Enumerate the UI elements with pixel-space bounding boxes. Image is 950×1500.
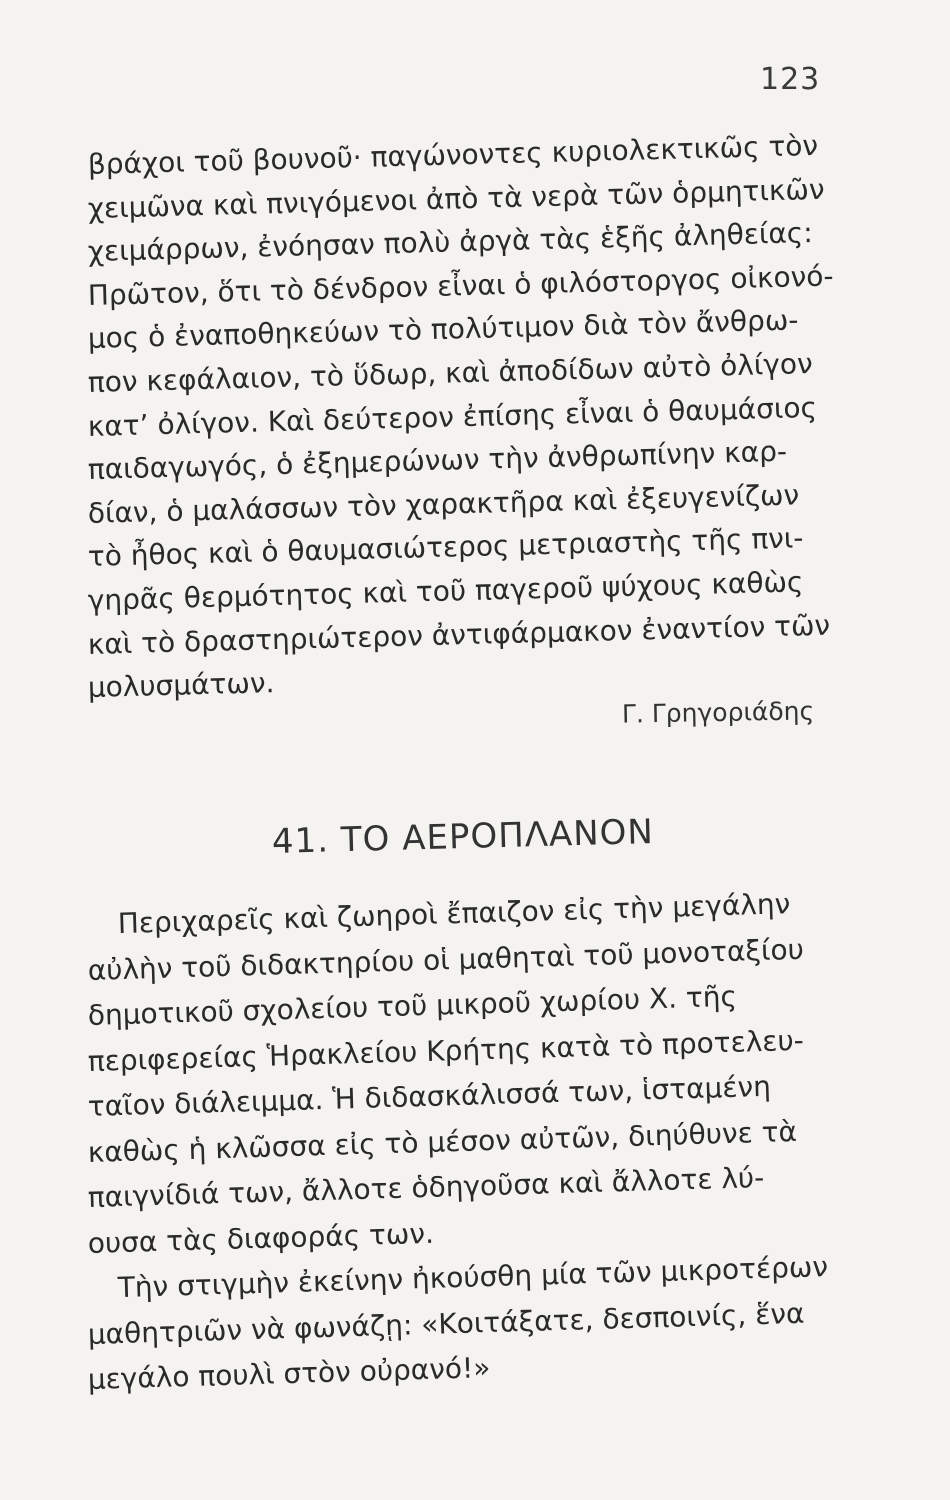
text-line: Πρῶτον, ὅτι τὸ δένδρον εἶναι ὁ φιλόστοργος οἰκονό- [87,259,834,312]
passage-trees [87,128,878,715]
text-line: καθὼς ἡ κλῶσσα εἰς τὸ μέσον αὐτῶν, διηύθυνε τὰ [87,1114,798,1169]
text-line: χειμῶνα καὶ πνιγόμενοι ἀπὸ τὰ νερὰ τῶν ὁρμητικῶν [87,172,825,225]
text-line: καὶ τὸ δραστηριώτερον ἀντιφάρμακον ἐναντίον τῶν [87,608,831,661]
text-line: χειμάρρων, ἐνόησαν πολὺ ἀργὰ τὰς ἑξῆς ἀληθείας: [87,216,814,269]
section-title: ΤΟ ΑΕΡΟΠΛΑΝΟΝ [340,812,655,861]
passage-airplane [87,887,878,1409]
text-line: παιδαγωγός, ὁ ἐξημερώνων τὴν ἀνθρωπίνην καρ- [87,434,788,487]
text-line: μεγάλο πουλὶ στὸν οὐρανό!» [87,1351,491,1396]
text-line: μαθητριῶν νὰ φωνάζῃ: «Κοιτάξατε, δεσποινίς, ἕνα [87,1296,805,1351]
text-line: πον κεφάλαιον, τὸ ὕδωρ, καὶ ἀποδίδων αὐτὸ ὀλίγον [87,346,814,399]
text-line: τὸ ἦθος καὶ ὁ θαυμασιώτερος μετριαστὴς τῆς πνι- [87,521,804,574]
author-signature: Γ. Γρηγοριάδης [621,696,815,729]
text-line: αὐλὴν τοῦ διδακτηρίου οἱ μαθηταὶ τοῦ μονοταξίου [87,932,805,987]
text-line: Τὴν στιγμὴν ἐκείνην ἠκούσθη μία τῶν μικροτέρων [117,1250,829,1305]
text-line: δημοτικοῦ σχολείου τοῦ μικροῦ χωρίου Χ. τῆς [87,979,738,1032]
text-line: μος ὁ ἐναποθηκεύων τὸ πολύτιμον διὰ τὸν ἄνθρω- [87,303,799,356]
text-line: μολυσμάτων. [87,666,275,705]
text-line: περιφερείας Ἡρακλείου Κρήτης κατὰ τὸ προτελευ- [87,1023,805,1078]
section-heading [271,812,654,862]
text-line: ταῖον διάλειμμα. Ἡ διδασκάλισσά των, ἱσταμένη [87,1069,772,1123]
page-number: 123 [760,62,821,97]
text-line: κατ’ ὀλίγον. Καὶ δεύτερον ἐπίσης εἶναι ὁ θαυμάσιος [87,390,818,443]
section-number: 41. [271,820,330,862]
text-line: ουσα τὰς διαφοράς των. [87,1216,435,1260]
text-line: βράχοι τοῦ βουνοῦ· παγώνοντες κυριολεκτικῶς τὸν [87,128,819,181]
text-line: δίαν, ὁ μαλάσσων τὸν χαρακτῆρα καὶ ἐξευγενίζων [87,478,800,530]
text-line: Περιχαρεῖς καὶ ζωηροὶ ἔπαιζον εἰς τὴν μεγάλην [117,887,791,941]
text-line: γηρᾶς θερμότητος καὶ τοῦ παγεροῦ ψύχους καθὼς [87,565,804,617]
text-line: παιγνίδιά των, ἄλλοτε ὁδηγοῦσα καὶ ἄλλοτε λύ- [87,1160,765,1214]
